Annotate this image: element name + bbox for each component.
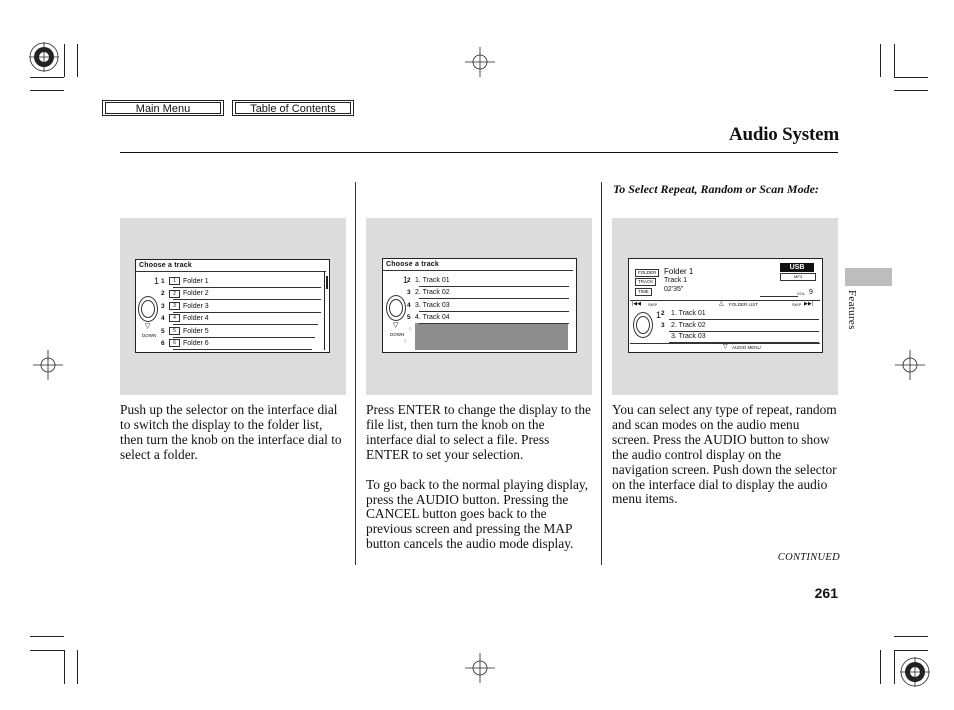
row-label: Folder 4 bbox=[183, 315, 209, 323]
selection-marker: 1 bbox=[154, 276, 160, 286]
row-number: 3 bbox=[661, 321, 665, 329]
down-label: DOWN bbox=[142, 333, 157, 338]
table-of-contents-button[interactable] bbox=[232, 100, 354, 116]
table-of-contents-label: Table of Contents bbox=[235, 102, 351, 114]
row-label: 2. Track 02 bbox=[415, 289, 450, 297]
column-divider bbox=[601, 182, 602, 565]
skip-fwd-label: SKIP bbox=[792, 302, 802, 307]
row-divider bbox=[669, 342, 819, 343]
paragraph: Push up the selector on the interface dial to switch the display to the folder list, then turn the knob on the interface dial to select a folder. bbox=[120, 402, 342, 462]
row-label: 2. Track 02 bbox=[671, 321, 706, 329]
row-number: 2 bbox=[661, 310, 665, 317]
paragraph: You can select any type of repeat, random and scan modes on the audio menu screen. Press the AUDIO button to show the audio control display on the navigation screen. Push down the selector on the interface dial to display the audio menu items. bbox=[612, 402, 837, 507]
audio-menu-label: AUDIO MENU bbox=[732, 345, 761, 350]
subheading: To Select Repeat, Random or Scan Mode: bbox=[613, 182, 819, 196]
section-tab bbox=[845, 268, 892, 286]
skip-back-label: SKIP bbox=[648, 302, 658, 307]
row-label: 3. Track 03 bbox=[415, 301, 450, 309]
registration-mark-left bbox=[33, 350, 63, 380]
row-number: 5 bbox=[161, 327, 165, 335]
main-menu-label: Main Menu bbox=[105, 102, 221, 114]
section-tab-label: Features bbox=[846, 290, 858, 330]
row-label: 3. Track 03 bbox=[671, 333, 706, 340]
row-number: 3 bbox=[161, 302, 165, 310]
figure-track-list bbox=[366, 218, 592, 395]
row-number: 2 bbox=[161, 290, 165, 298]
main-menu-button[interactable] bbox=[102, 100, 224, 116]
row-label: Folder 1 bbox=[183, 278, 209, 285]
row-number: 3 bbox=[407, 289, 411, 297]
down-arrow-icon: ▽ bbox=[723, 344, 728, 350]
track-value: Track 1 bbox=[664, 277, 688, 284]
paragraph: Press ENTER to change the display to the file list, then turn the knob on the interface dial to select a file. Press ENTER to set your selection. bbox=[366, 402, 591, 462]
row-number: 2 bbox=[407, 277, 411, 284]
time-value: 02'35" bbox=[664, 286, 684, 293]
row-number: 5 bbox=[407, 314, 411, 322]
time-tag: TIME bbox=[635, 288, 652, 296]
row-label: Folder 2 bbox=[183, 290, 209, 298]
row-label: 1. Track 01 bbox=[671, 310, 706, 317]
registration-sunburst-top-left bbox=[29, 42, 59, 72]
row-label: 1. Track 01 bbox=[415, 277, 450, 284]
down-arrow-icon: ▽ bbox=[393, 322, 399, 329]
screen-header: Choose a track bbox=[386, 261, 439, 268]
folder-value: Folder 1 bbox=[664, 267, 694, 276]
folder-icon: 3 bbox=[169, 302, 180, 310]
mp3-badge: MP3 bbox=[780, 273, 816, 281]
page-title: Audio System bbox=[728, 124, 839, 145]
row-number: 1 bbox=[161, 278, 165, 285]
title-rule bbox=[120, 152, 838, 153]
nav-screen-track-list: Choose a track 1 ▽ DOWN 5 6 2 1. Track 01 3 2. Track 02 4 3. Track 03 5 4. Track 04 bbox=[382, 258, 577, 353]
folder-icon: 1 bbox=[169, 277, 180, 285]
row-number: 6 bbox=[161, 340, 165, 347]
down-arrow-icon: ▽ bbox=[145, 323, 151, 330]
folder-icon: 4 bbox=[169, 314, 180, 322]
column-3-text bbox=[612, 403, 840, 507]
volume-value: 9 bbox=[809, 289, 813, 296]
up-arrow-icon: △ bbox=[719, 301, 724, 307]
registration-mark-bottom bbox=[465, 653, 495, 683]
down-label: DOWN bbox=[390, 332, 405, 337]
figure-folder-list bbox=[120, 218, 346, 395]
row-number: 4 bbox=[407, 301, 411, 309]
folder-tag: FOLDER bbox=[635, 269, 659, 277]
folder-list-label: FOLDER LIST bbox=[729, 302, 759, 307]
volume-bar bbox=[760, 293, 798, 297]
nav-screen-folder-list bbox=[135, 259, 330, 353]
column-divider bbox=[355, 182, 356, 565]
column-1-text bbox=[120, 403, 348, 463]
nav-screen-audio bbox=[628, 258, 823, 353]
row-divider bbox=[173, 349, 312, 350]
folder-icon: 6 bbox=[169, 339, 180, 347]
skip-forward-icon: ▶▶| bbox=[804, 301, 813, 307]
track-tag: TRACK bbox=[635, 278, 656, 286]
registration-mark-right bbox=[895, 350, 925, 380]
volume-label: VOL bbox=[797, 291, 806, 296]
row-divider bbox=[419, 323, 569, 324]
row-label: Folder 3 bbox=[183, 302, 209, 310]
selection-marker: 1 bbox=[656, 310, 662, 320]
row-label: 4. Track 04 bbox=[415, 314, 450, 322]
screen-header: Choose a track bbox=[139, 262, 192, 269]
column-2-text bbox=[366, 403, 594, 552]
row-label: Folder 6 bbox=[183, 340, 209, 347]
selection-marker: 1 bbox=[403, 275, 409, 285]
page-number: 261 bbox=[814, 585, 838, 601]
paragraph: To go back to the normal playing display, press the AUDIO button. Pressing the CANCEL button goes back to the previous screen and pressing the MAP button cancels the audio mode display. bbox=[366, 476, 589, 552]
folder-icon: 2 bbox=[169, 290, 180, 298]
usb-badge: USB bbox=[780, 263, 814, 272]
registration-mark-top bbox=[465, 47, 495, 77]
skip-back-icon: |◀◀ bbox=[632, 301, 641, 307]
folder-icon: 5 bbox=[169, 327, 180, 335]
row-number: 4 bbox=[161, 315, 165, 323]
registration-sunburst-bottom-right bbox=[900, 657, 930, 687]
continued-label: CONTINUED bbox=[777, 552, 840, 563]
figure-audio-display bbox=[612, 218, 838, 395]
row-label: Folder 5 bbox=[183, 327, 209, 335]
empty-list-area bbox=[415, 323, 568, 350]
